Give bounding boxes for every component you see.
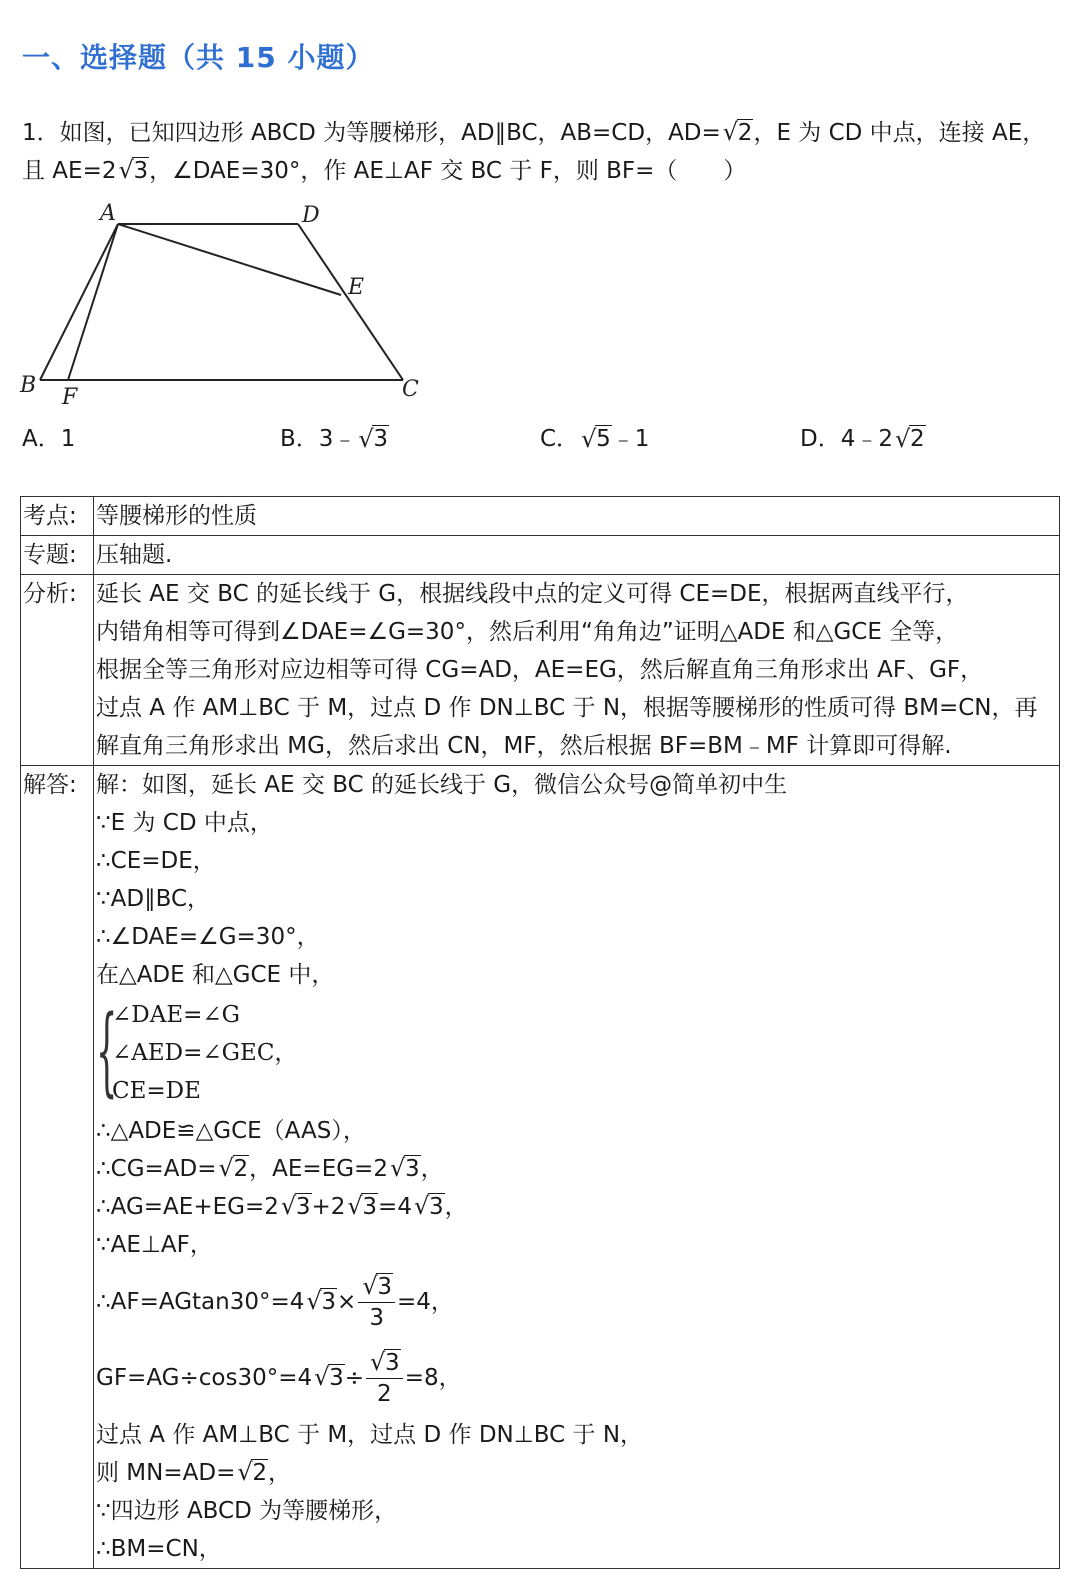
solution-line: ∴CE=DE， (96, 848, 216, 874)
option-b[interactable]: B．3﹣√ 3 (280, 420, 389, 453)
solution-line: ∵E 为 CD 中点， (96, 810, 273, 836)
solution-line: ∵AD∥BC， (96, 886, 211, 912)
table-row (21, 497, 1060, 536)
label-f: F (62, 385, 78, 410)
trapezoid-diagram (18, 200, 438, 415)
question-text: 1．如图，已知四边形 ABCD 为等腰梯形，AD∥BC，AB=CD，AD= (22, 120, 721, 146)
solution-line: ∴AG=AE+EG=2√ 3+2√ 3=4√ 3， (96, 1188, 1057, 1226)
table-row (21, 575, 1060, 766)
fenxi-line: 根据全等三角形对应边相等可得 CG=AD，AE=EG，然后解直角三角形求出 AF、GF， (96, 657, 984, 683)
brace-line: CE=DE (112, 1078, 201, 1104)
left-brace-icon: { (96, 995, 118, 1107)
solution-line: ∵四边形 ABCD 为等腰梯形， (96, 1498, 398, 1524)
kaodian-content: 等腰梯形的性质 (94, 497, 1060, 536)
label-d: D (302, 203, 320, 228)
solution-line: GF=AG÷cos30°=4√ 3÷ √ $\frac{3}{2}$ =8， (96, 1340, 1057, 1416)
zhuanti-content: 压轴题. (94, 536, 1060, 575)
option-c[interactable]: C．√ 5﹣1 (540, 420, 649, 453)
brace-line: ∠DAE=∠G (112, 1002, 241, 1028)
section-title: 一、选择题（共 15 小题） (22, 41, 375, 74)
label-b: B (20, 373, 37, 398)
solution-line: 过点 A 作 AM⊥BC 于 M，过点 D 作 DN⊥BC 于 N， (96, 1422, 644, 1448)
jieda-label: 解答: (21, 766, 94, 1569)
fenxi-line: 内错角相等可得到∠DAE=∠G=30°，然后利用“角角边”证明△ADE 和△GCE 全等， (96, 619, 959, 645)
solution-line: ∴BM=CN， (96, 1536, 222, 1562)
solution-line: ∴△ADE≌△GCE（AAS）， (96, 1118, 366, 1144)
segment-ab (40, 224, 118, 380)
question-line-1: 1．如图，已知四边形 ABCD 为等腰梯形，AD∥BC，AB=CD，AD=√ 2，E 为 CD 中点，连接 AE， (22, 114, 1045, 152)
solution-line: ∴∠DAE=∠G=30°， (96, 924, 320, 950)
solution-line: ∴CG=AD=√ 2，AE=EG=2√ 3， (96, 1150, 1057, 1188)
fenxi-label: 分析: (21, 575, 94, 766)
fenxi-line: 延长 AE 交 BC 的延长线于 G，根据线段中点的定义可得 CE=DE，根据两直线平行， (96, 581, 969, 607)
sqrt-symbol: √ 2 (723, 114, 754, 152)
answer-options (22, 420, 1022, 460)
fraction: √ $\frac{3}{3}$ (358, 1272, 395, 1333)
analysis-table (20, 496, 1060, 1569)
equation-system (96, 996, 1057, 1110)
solution-line: ∵AE⊥AF， (96, 1232, 213, 1258)
question-line-2: 且 AE=2√ 3，∠DAE=30°，作 AE⊥AF 交 BC 于 F，则 BF=（ ） (22, 152, 746, 190)
solution-line: 则 MN=AD=√ 2， (96, 1454, 1057, 1492)
label-a: A (100, 201, 116, 226)
segment-af (68, 224, 118, 380)
solution-line: 解：如图，延长 AE 交 BC 的延长线于 G，微信公众号@简单初中生 (96, 772, 788, 798)
option-d[interactable]: D．4﹣2√ 2 (800, 420, 926, 453)
kaodian-label: 考点: (21, 497, 94, 536)
label-c: C (402, 377, 419, 402)
fenxi-line: 过点 A 作 AM⊥BC 于 M，过点 D 作 DN⊥BC 于 N，根据等腰梯形的性质可得 BM=CN，再 (96, 695, 1038, 721)
jieda-content (94, 766, 1060, 1569)
fraction: √ $\frac{3}{2}$ (366, 1348, 403, 1409)
solution-line: 在△ADE 和△GCE 中， (96, 962, 335, 988)
option-a[interactable]: A．1 (22, 426, 76, 452)
table-row (21, 536, 1060, 575)
fenxi-line: 解直角三角形求出 MG，然后求出 CN，MF，然后根据 BF=BM﹣MF 计算即可得解. (96, 733, 952, 759)
zhuanti-label: 专题: (21, 536, 94, 575)
segment-ae (118, 224, 341, 295)
sqrt-symbol: √ 3 (118, 152, 149, 190)
solution-line: ∴AF=AGtan30°=4√ 3× √ $\frac{3}{3}$ =4， (96, 1264, 1057, 1340)
fenxi-content (94, 575, 1060, 766)
brace-line: ∠AED=∠GEC， (112, 1040, 298, 1066)
segment-dc (298, 224, 403, 380)
table-row (21, 766, 1060, 1569)
label-e: E (348, 275, 365, 300)
